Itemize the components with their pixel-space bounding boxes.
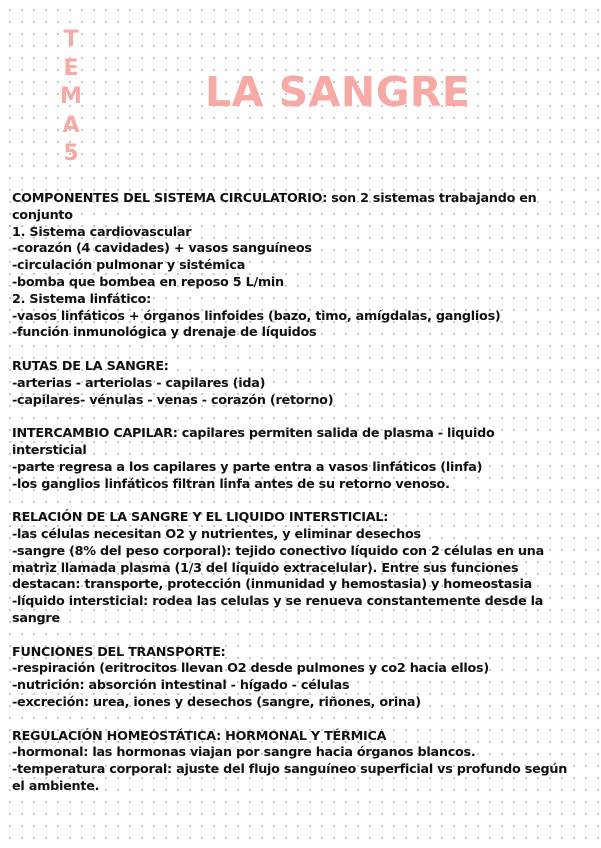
section-heading-line: REGULACIÓN HOMEOSTÁTICA: HORMONAL Y TÉRMICA bbox=[12, 728, 387, 744]
section-text-line: matriz llamada plasma (1/3 del líquido extracelular). Entre sus funciones bbox=[12, 560, 519, 576]
section-text-line: -capilares- vénulas - venas - corazón (retorno) bbox=[12, 392, 334, 408]
section-spacer bbox=[12, 493, 600, 510]
notes-section bbox=[12, 426, 600, 493]
section-text-line: -los ganglios linfáticos filtran linfa antes de su retorno venoso. bbox=[12, 476, 450, 492]
tema-letter: A bbox=[62, 112, 80, 138]
section-text-line: 1. Sistema cardiovascular bbox=[12, 224, 192, 240]
page-title: LA SANGRE bbox=[205, 68, 471, 116]
section-text-line: -circulación pulmonar y sistémica bbox=[12, 258, 246, 274]
section-text-line: -hormonal: las hormonas viajan por sangre hacia órganos blancos. bbox=[12, 745, 476, 761]
section-text-line: 2. Sistema linfático: bbox=[12, 291, 152, 307]
section-text-line: -temperatura corporal: ajuste del flujo sanguíneo superficial vs profundo según bbox=[12, 762, 568, 778]
section-heading-line: RUTAS DE LA SANGRE: bbox=[12, 358, 169, 374]
tema-number: 5 bbox=[63, 141, 79, 166]
notes-section bbox=[12, 510, 600, 628]
section-text-line: -función inmunológica y drenaje de líquidos bbox=[12, 325, 317, 341]
section-heading-line: FUNCIONES DEL TRANSPORTE: bbox=[12, 644, 226, 660]
tema-letter: T bbox=[63, 27, 79, 52]
section-text-line: -respiración (eritrocitos llevan O2 desde pulmones y co2 hacia ellos) bbox=[12, 661, 489, 677]
notes-section bbox=[12, 191, 600, 342]
section-spacer bbox=[12, 409, 600, 426]
notes-section bbox=[12, 729, 600, 796]
section-text-line: -líquido intersticial: rodea las celulas y se renueva constantemente desde la bbox=[12, 594, 544, 610]
notes-section bbox=[12, 645, 600, 712]
section-text-line: -corazón (4 cavidades) + vasos sanguíneos bbox=[12, 241, 312, 257]
section-spacer bbox=[12, 342, 600, 359]
notes-section bbox=[12, 359, 600, 409]
section-text-line: intersticial bbox=[12, 442, 87, 458]
section-text-line: -excreción: urea, iones y desechos (sangre, riñones, orina) bbox=[12, 694, 421, 710]
section-text-line: -las células necesitan O2 y nutrientes, y eliminar desechos bbox=[12, 526, 421, 542]
section-text-line: -vasos linfáticos + órganos linfoides (bazo, timo, amígdalas, ganglios) bbox=[12, 308, 501, 324]
section-text-line: -arterias - arteriolas - capilares (ida) bbox=[12, 375, 266, 391]
section-text-line: -parte regresa a los capilares y parte entra a vasos linfáticos (linfa) bbox=[12, 459, 483, 475]
notes-body bbox=[12, 191, 600, 796]
section-text-line: sangre bbox=[12, 610, 60, 626]
section-text-line: el ambiente. bbox=[12, 778, 100, 794]
section-spacer bbox=[12, 712, 600, 729]
section-heading-line: RELACIÓN DE LA SANGRE Y EL LIQUIDO INTERSTICIAL: bbox=[12, 510, 389, 526]
section-text-line: -bomba que bombea en reposo 5 L/min bbox=[12, 274, 284, 290]
section-text-line: -nutrición: absorción intestinal - hígado - células bbox=[12, 678, 350, 694]
section-heading-line: COMPONENTES DEL SISTEMA CIRCULATORIO: son 2 sistemas trabajando en bbox=[12, 191, 537, 206]
section-text-line: conjunto bbox=[12, 207, 73, 223]
section-heading-line: INTERCAMBIO CAPILAR: capilares permiten salida de plasma - liquido bbox=[12, 426, 495, 442]
section-text-line: -sangre (8% del peso corporal): tejido conectivo líquido con 2 células en una bbox=[12, 543, 544, 559]
tema-letter: M bbox=[60, 84, 82, 109]
tema-letter: E bbox=[63, 55, 79, 81]
tema-label bbox=[58, 26, 84, 169]
section-spacer bbox=[12, 628, 600, 645]
section-text-line: destacan: transporte, protección (inmunidad y hemostasia) y homeostasia bbox=[12, 577, 532, 593]
